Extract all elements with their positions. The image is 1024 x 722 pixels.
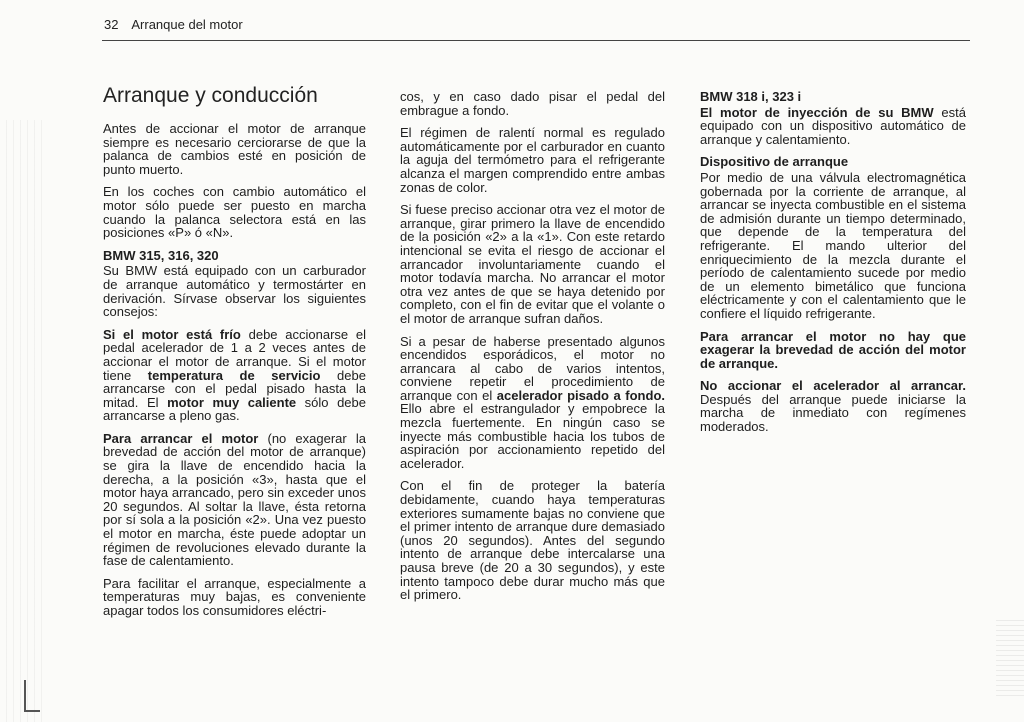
text-cold-1: debe accionarse el pedal acelerador de 1 a 2 veces antes de accionar el motor de arranque. Si el motor tiene (103, 326, 366, 383)
paragraph-restart: Si fuese preciso accionar otra vez el motor de arranque, girar primero la llave de encendido de la posición «2» a la «1». Con este retardo intencional se evita el riesgo de accionar el arrancador involuntariamente cuando el motor todavía marcha. No arrancar el motor otra vez antes de que se haya detenido por completo, con el fin de evitar que el volante o el motor de arranque sufran daños. (400, 202, 665, 326)
text-cold-3: sólo debe arrancarse a pleno gas. (103, 394, 367, 424)
paragraph-no-exaggerate (700, 330, 966, 371)
paragraph-neutral: Antes de accionar el motor de arranque siempre es necesario cerciorarse de que la palanca de cambios esté en posición de punto muerto. (103, 121, 366, 177)
paragraph-start-engine (103, 432, 366, 568)
page-edge-shadow (996, 620, 1024, 700)
text-no-accelerator: Después del arranque puede iniciarse la marcha de inmediato con regímenes moderados. (700, 391, 966, 435)
paragraph-cold-engine (103, 328, 366, 423)
text-injection: está equipado con un dispositivo automático de arranque y calentamiento. (700, 104, 967, 147)
paragraph-idle: El régimen de ralentí normal es regulado automáticamente por el carburador en cuanto la aguja del termómetro para el refrigerante alcanza el margen comprendido entre ambas zonas de color. (400, 125, 665, 195)
bold-full-throttle: acelerador pisado a fondo. (496, 387, 665, 403)
paragraph-injection (700, 106, 966, 147)
bold-hot-engine: motor muy caliente (167, 394, 297, 410)
paragraph-flooded (400, 335, 665, 471)
page-number: 32 (104, 17, 119, 32)
header-rule (102, 40, 970, 41)
text-start-engine: (no exagerar la brevedad de acción del motor de arranque) se gira la llave de encendido hacia la derecha, a la posición «3», hasta que el motor haya arrancado, pero sin exceder unos 20 segundos. Al soltar la llave, ésta retorna por sí sola a la posición «2». Una vez puesto el motor en marcha, éste puede adoptar un régimen de revoluciones elevado durante la fase de calentamiento. (103, 430, 366, 569)
bold-no-exaggerate: Para arrancar el motor no hay que exagerar la brevedad de acción del motor de arranque. (700, 328, 966, 371)
paragraph-battery: Con el fin de proteger la batería debidamente, cuando haya temperaturas exteriores sumamente bajas no conviene que el primer intento de arranque dure demasiado (unos 20 segundos). Antes del segundo intento de arranque debe intercalarse una pausa breve (de 20 a 30 segundos), y este intento tampoco debe durar mucho más que el primero. (400, 478, 665, 603)
column-right (700, 90, 966, 443)
page-title: Arranque y conducción (103, 84, 318, 107)
column-left (103, 84, 366, 627)
text-cold-2: debe arrancarse con el pedal pisado hasta la mitad. El (103, 367, 366, 410)
heading-bmw-318i: BMW 318 i, 323 i (700, 89, 802, 104)
paragraph-automatic: En los coches con cambio automático el motor sólo puede ser puesto en marcha cuando la palanca selectora está en las posiciones «P» ó «N». (103, 184, 366, 241)
heading-bmw-315: BMW 315, 316, 320 (103, 247, 219, 263)
text-flooded-2: Ello abre el estrangulador y empobrece la mezcla fuertemente. En ningún caso se inyecte más combustible hacia los tubos de aspiración por accionamiento repetido del acelerador. (400, 401, 665, 471)
paragraph-no-accelerator (700, 379, 966, 433)
paragraph-carburetor: Su BMW está equipado con un carburador de arranque automático y termostárter en derivación. Sírvase observar los siguientes consejos: (103, 263, 366, 320)
text-flooded-1: Si a pesar de haberse presentado algunos encendidos esporádicos, el motor no arrancara al cabo de varios intentos, conviene repetir el procedimiento de arranque con el (400, 333, 665, 403)
page-spine-shadow (0, 120, 42, 722)
bold-injection: El motor de inyección de su BMW (700, 104, 934, 120)
paragraph-clutch: cos, y en caso dado pisar el pedal del embrague a fondo. (400, 89, 665, 118)
bold-no-accelerator: No accionar el acelerador al arrancar. (700, 378, 966, 394)
bold-cold: Si el motor está frío (103, 326, 241, 342)
bold-start-engine: Para arrancar el motor (103, 430, 259, 446)
section-title: Arranque del motor (131, 17, 243, 32)
running-header (104, 17, 970, 32)
paragraph-low-temp: Para facilitar el arranque, especialmente a temperaturas muy bajas, es conveniente apagar todos los consumidores eléctri- (103, 575, 366, 618)
page-corner-mark (24, 680, 40, 712)
heading-start-device: Dispositivo de arranque (700, 154, 849, 170)
column-middle (400, 90, 665, 611)
paragraph-valve: Por medio de una válvula electromagnética gobernada por la corriente de arranque, al arrancar se inyecta combustible en el sistema de admisión durante un tiempo determinado, que depende de la temperatura del refrigerante. El mando ulterior del enriquecimiento de la mezcla durante el período de calentamiento sucede por medio de un elemento bimetálico que funciona eléctricamente y con el calentamiento que le confiere el líquido refrigerante. (700, 169, 966, 321)
bold-service-temp: temperatura de servicio (147, 367, 321, 383)
